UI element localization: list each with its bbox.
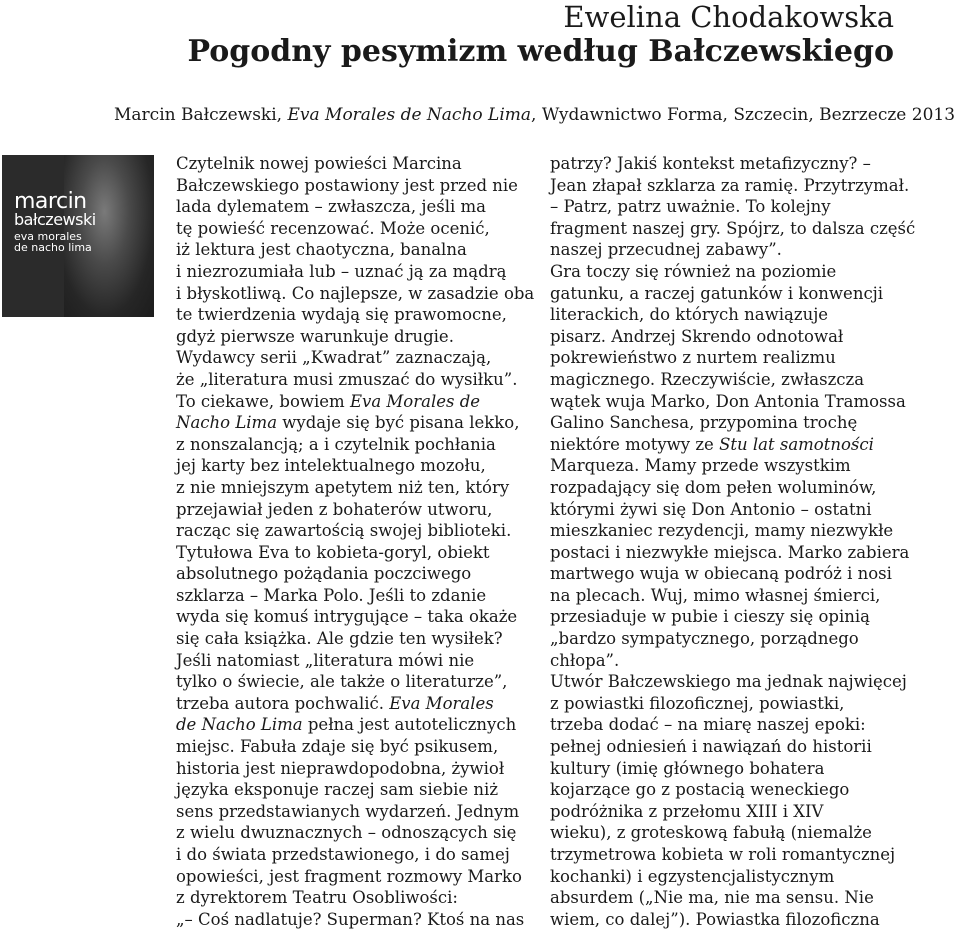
text-line	[550, 736, 900, 758]
text-segment: pełna jest autotelicznych	[302, 715, 517, 735]
text-segment: przesiaduje w pubie i cieszy się opinią	[550, 607, 871, 627]
text-line	[176, 434, 536, 456]
cover-author-first: marcin	[14, 189, 87, 214]
text-segment: gdyż pierwsze warunkuje drugie.	[176, 326, 454, 346]
text-segment: To ciekawe, bowiem	[176, 391, 350, 411]
text-line	[176, 347, 536, 369]
text-segment: wiem, co dalej”). Powiastka filozoficzna	[550, 909, 880, 929]
text-line	[550, 499, 900, 521]
text-line	[176, 153, 536, 175]
text-line	[550, 822, 900, 844]
text-segment: kojarzące go z postacią weneckiego	[550, 780, 850, 800]
cover-title-line2: de nacho lima	[14, 241, 92, 254]
text-line	[176, 477, 536, 499]
italic-segment: Eva Morales de	[349, 391, 481, 411]
text-segment: pokrewieństwo z nurtem realizmu	[550, 348, 836, 368]
bibliographic-note	[114, 104, 955, 126]
text-segment: na plecach. Wuj, mimo własnej śmierci,	[550, 585, 881, 605]
text-line	[550, 412, 900, 434]
text-line	[176, 261, 536, 283]
text-segment: trzeba autora pochwalić.	[176, 693, 390, 713]
book-cover-image	[2, 155, 154, 317]
text-segment: mieszkaniec rezydencji, mamy niezwykłe	[550, 521, 894, 541]
text-segment: postaci i niezwykłe miejsca. Marko zabiera	[550, 542, 910, 562]
text-line	[550, 347, 900, 369]
text-segment: wydaje się być pisana lekko,	[277, 413, 520, 433]
text-segment: rozpadający się dom pełen woluminów,	[550, 477, 877, 497]
text-segment: z dyrektorem Teatru Osobliwości:	[176, 888, 458, 908]
text-segment: iż lektura jest chaotyczna, banalna	[176, 240, 467, 260]
text-segment: tę powieść recenzować. Może ocenić,	[176, 218, 490, 238]
text-segment: którymi żywi się Don Antonio – ostatni	[550, 499, 872, 519]
text-line	[550, 758, 900, 780]
text-segment: Gra toczy się również na poziomie	[550, 261, 837, 281]
italic-segment: de Nacho Lima	[176, 715, 303, 735]
text-line	[176, 520, 536, 542]
bib-suffix: , Wydawnictwo Forma, Szczecin, Bezrzecze 2013	[531, 105, 955, 125]
text-segment: miejsc. Fabuła zdaje się być psikusem,	[176, 737, 499, 757]
text-segment: szklarza – Marka Polo. Jeśli to zdanie	[176, 585, 487, 605]
text-line	[176, 714, 536, 736]
text-line	[550, 283, 900, 305]
italic-segment: Nacho Lima	[176, 413, 278, 433]
text-segment: lada dylematem – zwłaszcza, jeśli ma	[176, 197, 487, 217]
text-line	[176, 412, 536, 434]
text-segment: Wydawcy serii „Kwadrat” zaznaczają,	[176, 348, 492, 368]
text-line	[550, 650, 900, 672]
text-segment: absolutnego pożądania poczciwego	[176, 564, 472, 584]
text-segment: niektóre motywy ze	[550, 434, 720, 454]
text-line	[176, 542, 536, 564]
text-line	[550, 326, 900, 348]
text-segment: się cała książka. Ale gdzie ten wysiłek?	[176, 629, 503, 649]
text-line	[550, 218, 916, 240]
text-segment: wątek wuja Marko, Don Antonia Tramossa	[550, 391, 906, 411]
text-line	[176, 283, 536, 305]
text-line	[550, 844, 900, 866]
text-segment: kultury (imię głównego bohatera	[550, 758, 825, 778]
cover-author-last: bałczewski	[14, 210, 96, 229]
text-segment: podróżnika z przełomu XIII i XIV	[550, 801, 824, 821]
text-segment: „bardzo sympatycznego, porządnego	[550, 629, 859, 649]
text-line	[176, 909, 536, 931]
text-line	[550, 369, 900, 391]
text-segment: literackich, do których nawiązuje	[550, 305, 829, 325]
text-line	[550, 196, 900, 218]
italic-segment: Stu lat samotności	[719, 434, 874, 454]
text-line	[550, 887, 900, 909]
text-line	[176, 693, 536, 715]
text-line	[550, 563, 900, 585]
text-line	[176, 650, 536, 672]
text-line	[176, 304, 536, 326]
text-line	[176, 606, 536, 628]
text-segment: trzeba dodać – na miarę naszej epoki:	[550, 715, 866, 735]
article-column-left	[176, 153, 536, 930]
text-line	[550, 779, 900, 801]
text-line	[550, 304, 900, 326]
text-line	[176, 844, 536, 866]
text-line	[176, 758, 536, 780]
text-line	[176, 369, 536, 391]
text-segment: kochanki) i egzystencjalistycznym	[550, 866, 835, 886]
text-line	[550, 909, 900, 931]
text-segment: „– Coś nadlatuje? Superman? Ktoś na nas	[176, 909, 525, 929]
italic-segment: Eva Morales	[389, 693, 494, 713]
bib-prefix: Marcin Bałczewski,	[114, 105, 288, 125]
text-segment: języka eksponuje raczej sam siebie niż	[176, 780, 499, 800]
text-segment: chłopa”.	[550, 650, 620, 670]
text-segment: patrzy? Jakiś kontekst metafizyczny? –	[550, 154, 871, 173]
text-line	[176, 779, 536, 801]
text-segment: – Patrz, patrz uważnie. To kolejny	[550, 197, 831, 217]
text-segment: Jean złapał szklarza za ramię. Przytrzymał.	[550, 175, 910, 195]
text-segment: opowieści, jest fragment rozmowy Marko	[176, 866, 522, 886]
text-line	[176, 499, 536, 521]
text-segment: tylko o świecie, ale także o literaturze”,	[176, 672, 508, 692]
text-line	[550, 455, 900, 477]
text-line	[550, 866, 900, 888]
text-line	[176, 585, 536, 607]
text-line	[550, 585, 900, 607]
text-segment: martwego wuja w obiecaną podróż i nosi	[550, 564, 892, 584]
text-segment: z wielu dwuznacznych – odnoszących się	[176, 823, 517, 843]
text-line	[176, 326, 536, 348]
text-line	[176, 455, 536, 477]
text-line	[550, 801, 900, 823]
text-segment: że „literatura musi zmuszać do wysiłku”.	[176, 369, 518, 389]
text-segment: magicznego. Rzeczywiście, zwłaszcza	[550, 369, 865, 389]
text-line	[176, 218, 536, 240]
text-line	[176, 175, 536, 197]
bib-book-title: Eva Morales de Nacho Lima	[287, 105, 532, 125]
text-line	[550, 434, 900, 456]
text-segment: sens przedstawianych wydarzeń. Jednym	[176, 801, 520, 821]
text-segment: historia jest nieprawdopodobna, żywioł	[176, 758, 505, 778]
text-segment: Jeśli natomiast „literatura mówi nie	[176, 650, 475, 670]
article-title: Pogodny pesymizm według Bałczewskiego	[187, 34, 894, 69]
text-line	[550, 542, 910, 564]
text-line	[176, 887, 536, 909]
text-segment: i do świata przedstawionego, i do samej	[176, 845, 510, 864]
text-segment: Galino Sanchesa, przypomina trochę	[550, 413, 858, 433]
text-line	[550, 628, 900, 650]
text-line	[176, 671, 536, 693]
text-segment: przejawiał jeden z bohaterów utworu,	[176, 499, 493, 519]
text-line	[550, 391, 906, 413]
text-line	[176, 866, 536, 888]
text-line	[550, 261, 900, 283]
text-line	[176, 239, 536, 261]
article-author: Ewelina Chodakowska	[563, 0, 894, 34]
text-segment: absurdem („Nie ma, nie ma sensu. Nie	[550, 888, 874, 908]
text-segment: pisarz. Andrzej Skrendo odnotował	[550, 326, 844, 346]
text-segment: wieku), z groteskową fabułą (niemalże	[550, 823, 872, 843]
text-line	[550, 477, 900, 499]
text-segment: i niezrozumiała lub – uznać ją za mądrą	[176, 261, 507, 281]
text-line	[550, 153, 900, 175]
text-line	[176, 563, 536, 585]
text-segment: wyda się komuś intrygujące – taka okaże	[176, 607, 518, 627]
text-segment: Utwór Bałczewskiego ma jednak najwięcej	[550, 672, 907, 692]
text-segment: gatunku, a raczej gatunków i konwencji	[550, 283, 884, 303]
text-segment: Tytułowa Eva to kobieta-goryl, obiekt	[176, 542, 490, 562]
text-segment: pełnej odniesień i nawiązań do historii	[550, 737, 872, 757]
text-line	[550, 606, 900, 628]
text-line	[550, 520, 900, 542]
text-line	[176, 822, 536, 844]
text-line	[176, 801, 536, 823]
text-segment: z nonszalancją; a i czytelnik pochłania	[176, 434, 496, 454]
text-line	[176, 196, 536, 218]
text-line	[176, 391, 536, 413]
text-segment: i błyskotliwą. Co najlepsze, w zasadzie oba	[176, 283, 535, 303]
text-segment: z powiastki filozoficznej, powiastki,	[550, 693, 845, 713]
cover-text	[14, 189, 96, 254]
text-segment: Marqueza. Mamy przede wszystkim	[550, 456, 851, 476]
text-segment: z nie mniejszym apetytem niż ten, który	[176, 477, 510, 497]
text-line	[550, 239, 900, 261]
text-line	[550, 714, 900, 736]
text-line	[550, 693, 900, 715]
text-line	[176, 736, 536, 758]
article-column-right	[550, 153, 916, 930]
text-line	[550, 175, 910, 197]
text-segment: te twierdzenia wydają się prawomocne,	[176, 305, 507, 325]
text-line	[176, 628, 536, 650]
text-segment: jej karty bez intelektualnego mozołu,	[176, 456, 486, 476]
text-segment: Czytelnik nowej powieści Marcina	[176, 154, 462, 173]
text-segment: Bałczewskiego postawiony jest przed nie	[176, 175, 518, 195]
text-segment: naszej przecudnej zabawy”.	[550, 240, 782, 260]
text-line	[550, 671, 907, 693]
cover-title-line1: eva morales	[14, 230, 82, 243]
text-segment: trzymetrowa kobieta w roli romantycznej	[550, 845, 896, 864]
text-segment: racząc się zawartością swojej biblioteki.	[176, 521, 512, 541]
text-segment: fragment naszej gry. Spójrz, to dalsza część	[550, 218, 916, 238]
